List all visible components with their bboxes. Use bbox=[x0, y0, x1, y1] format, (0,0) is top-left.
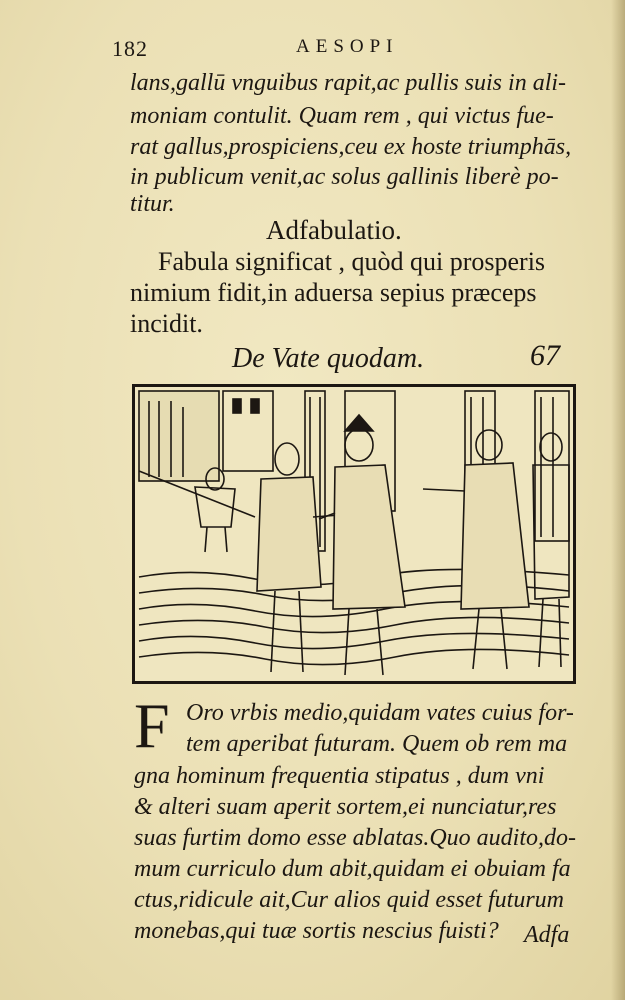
page-number: 182 bbox=[112, 36, 148, 61]
moral-line: incidit. bbox=[130, 309, 203, 338]
fable-line: monebas,qui tuæ sortis nescius fuisti? bbox=[134, 918, 499, 944]
prev-fable-line: titur. bbox=[130, 191, 175, 217]
prev-fable-line: in publicum venit,ac solus gallinis liberè po- bbox=[130, 164, 559, 190]
running-title: AESOPI bbox=[296, 36, 399, 57]
drop-cap: F bbox=[134, 690, 170, 761]
fable-number: 67 bbox=[530, 339, 560, 372]
fable-title: De Vate quodam. bbox=[232, 343, 425, 374]
fable-line: tem aperibat futuram. Quem ob rem ma bbox=[186, 731, 568, 757]
moral-line: nimium fidit,in aduersa sepius præceps bbox=[130, 278, 537, 307]
fable-line: gna hominum frequentia stipatus , dum vni bbox=[134, 763, 545, 789]
moral-heading: Adfabulatio. bbox=[266, 215, 402, 245]
fable-line: Oro vrbis medio,quidam vates cuius for- bbox=[186, 700, 574, 726]
prev-fable-line: rat gallus,prospiciens,ceu ex hoste triumphās, bbox=[130, 134, 572, 160]
woodcut-scene bbox=[135, 387, 573, 681]
prev-fable-line: lans,gallū vnguibus rapit,ac pullis suis in ali- bbox=[130, 70, 567, 96]
fable-line: mum curriculo dum abit,quidam ei obuiam fa bbox=[134, 856, 571, 882]
fable-line: & alteri suam aperit sortem,ei nunciatur,res bbox=[134, 794, 557, 820]
moral-line: Fabula significat , quòd qui prosperis bbox=[158, 247, 546, 276]
woodcut-illustration bbox=[132, 384, 576, 684]
fable-line: ctus,ridicule ait,Cur alios quid esset futurum bbox=[134, 887, 564, 913]
fable-line: suas furtim domo esse ablatas.Quo audito,do- bbox=[134, 825, 577, 851]
prev-fable-line: moniam contulit. Quam rem , qui victus fue- bbox=[130, 103, 554, 129]
page-gutter-shadow bbox=[611, 0, 625, 1000]
catchword: Adfa bbox=[524, 922, 570, 948]
